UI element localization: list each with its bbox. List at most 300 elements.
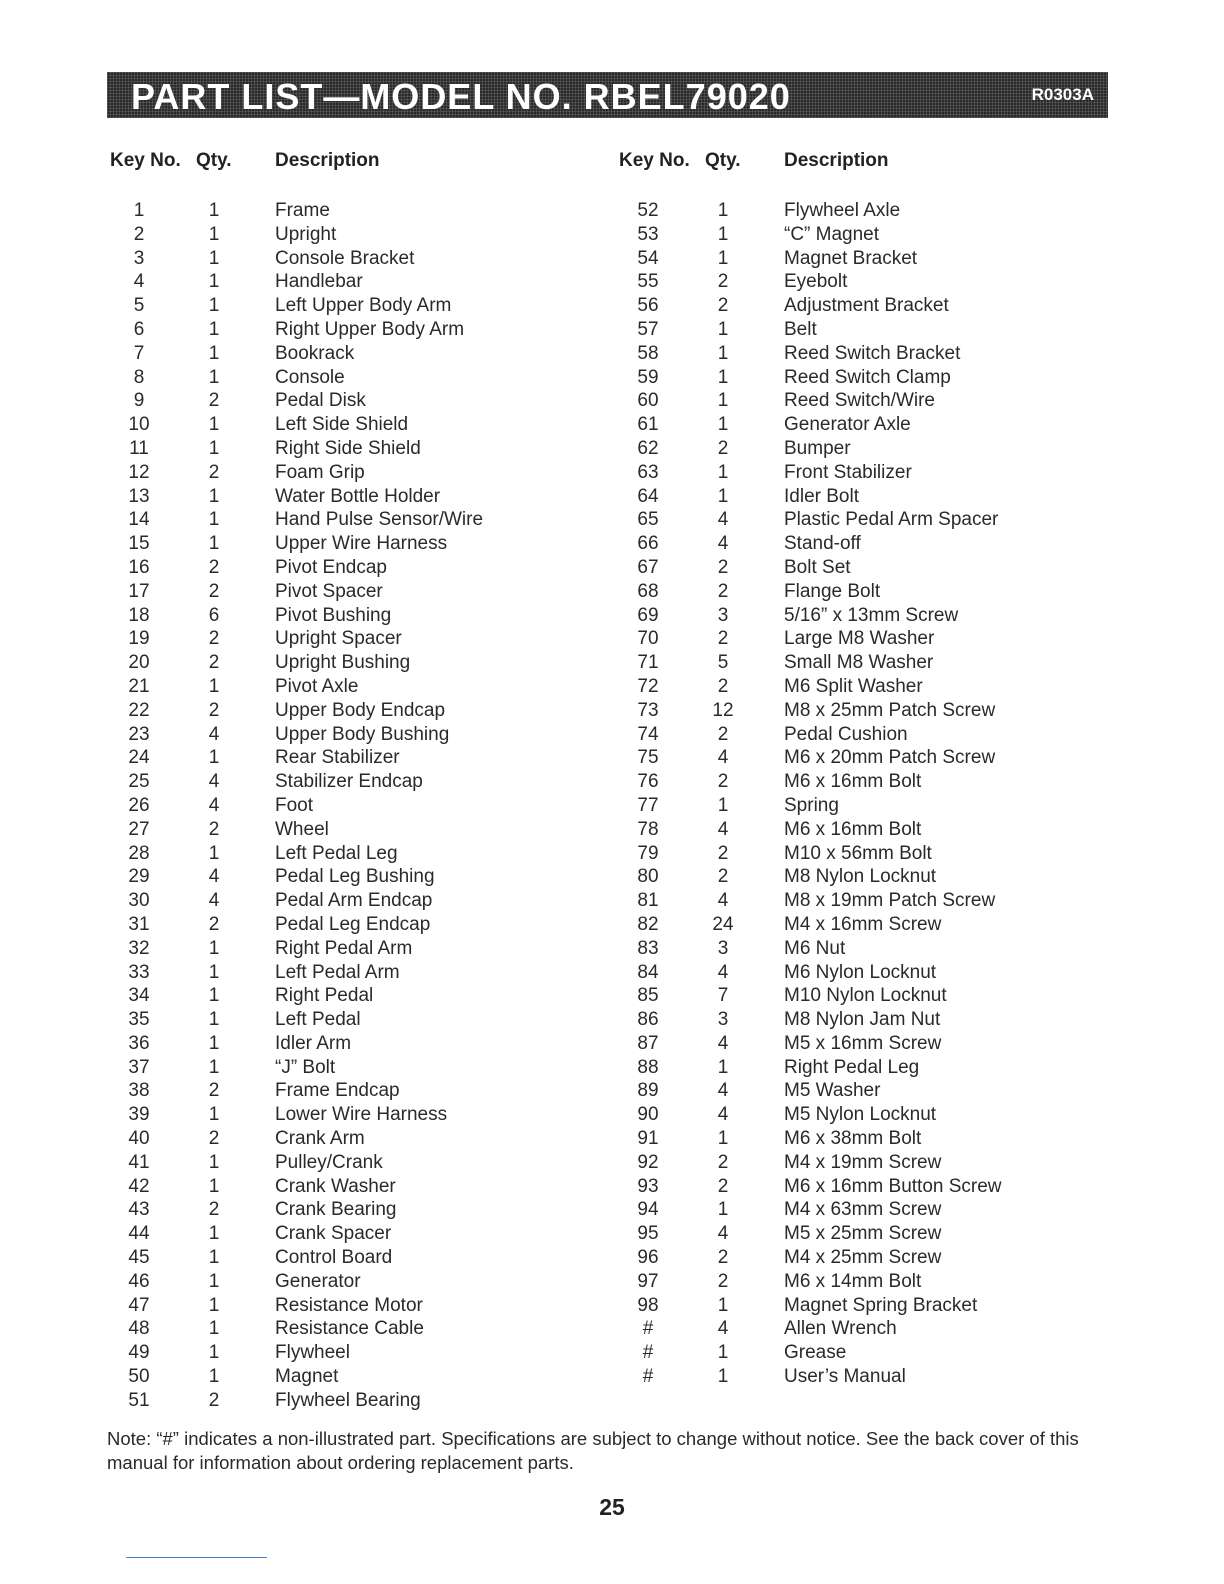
part-key-number: 70 — [637, 628, 659, 650]
header-desc-right: Description — [784, 150, 889, 171]
part-key-number: 19 — [128, 628, 150, 650]
part-key-number: 72 — [637, 675, 659, 697]
part-description: M5 Washer — [784, 1080, 881, 1102]
part-row — [617, 508, 1097, 532]
part-row — [108, 937, 588, 961]
part-description: Upright Spacer — [275, 628, 402, 650]
part-key-number: 52 — [637, 200, 659, 221]
part-description: “C” Magnet — [784, 223, 880, 245]
part-quantity: 2 — [717, 1151, 729, 1173]
part-key-number: 35 — [128, 1009, 150, 1031]
part-quantity: 6 — [208, 604, 220, 626]
part-key-number: 39 — [128, 1104, 150, 1126]
part-row — [617, 1079, 1097, 1103]
part-description: Pedal Disk — [275, 390, 366, 412]
part-row — [108, 342, 588, 366]
part-key-number: 24 — [128, 747, 150, 769]
part-quantity: 1 — [208, 247, 220, 269]
part-row — [617, 842, 1097, 866]
part-key-number: 31 — [128, 913, 150, 935]
part-quantity: 1 — [208, 200, 220, 221]
part-row — [108, 1317, 588, 1341]
part-key-number: 21 — [128, 675, 150, 697]
part-key-number: 98 — [637, 1294, 659, 1316]
part-description: Spring — [784, 794, 839, 816]
part-key-number: 53 — [637, 223, 659, 245]
part-row — [617, 556, 1097, 580]
part-key-number: 4 — [133, 271, 145, 293]
part-quantity: 1 — [717, 247, 729, 269]
part-quantity: 4 — [717, 533, 729, 555]
part-row — [108, 651, 588, 675]
part-row — [108, 1389, 588, 1413]
part-description: Stand-off — [784, 533, 861, 555]
part-row — [108, 318, 588, 342]
part-key-number: 41 — [128, 1151, 150, 1173]
part-description: Left Pedal Leg — [275, 842, 398, 864]
part-quantity: 1 — [717, 223, 729, 245]
part-key-number: 65 — [637, 509, 659, 531]
part-row — [617, 770, 1097, 794]
part-description: Crank Washer — [275, 1175, 396, 1197]
part-row — [108, 627, 588, 651]
part-key-number: 5 — [133, 295, 145, 317]
part-description: Rear Stabilizer — [275, 747, 400, 769]
part-quantity: 1 — [717, 461, 729, 483]
part-key-number: 42 — [128, 1175, 150, 1197]
part-key-number: 12 — [128, 461, 150, 483]
part-row — [617, 1008, 1097, 1032]
part-key-number: 49 — [128, 1342, 150, 1364]
part-quantity: 4 — [717, 890, 729, 912]
part-key-number: 17 — [128, 580, 150, 602]
part-description: Left Upper Body Arm — [275, 295, 452, 317]
part-key-number: 67 — [637, 556, 659, 578]
part-quantity: 1 — [208, 318, 220, 340]
part-key-number: 87 — [637, 1032, 659, 1054]
part-key-number: 43 — [128, 1199, 150, 1221]
part-quantity: 1 — [717, 366, 729, 388]
part-quantity: 1 — [208, 223, 220, 245]
part-quantity: 1 — [208, 1223, 220, 1245]
part-quantity: 2 — [208, 628, 220, 650]
part-row — [617, 794, 1097, 818]
part-quantity: 1 — [208, 842, 220, 864]
part-key-number: 85 — [637, 985, 659, 1007]
part-quantity: 2 — [717, 771, 729, 793]
footer-rule — [126, 1557, 267, 1558]
part-row — [108, 437, 588, 461]
part-quantity: 1 — [208, 937, 220, 959]
part-row — [108, 580, 588, 604]
part-description: M6 Nylon Locknut — [784, 961, 937, 983]
part-description: Resistance Motor — [275, 1294, 423, 1316]
part-description: Grease — [784, 1342, 847, 1364]
part-row — [108, 508, 588, 532]
part-description: Console — [275, 366, 345, 388]
part-key-number: 54 — [637, 247, 659, 269]
part-row — [617, 1198, 1097, 1222]
part-quantity: 12 — [712, 699, 734, 721]
part-description: Flange Bolt — [784, 580, 881, 602]
part-key-number: 88 — [637, 1056, 659, 1078]
part-key-number: 69 — [637, 604, 659, 626]
part-quantity: 4 — [717, 1318, 729, 1340]
part-row — [617, 984, 1097, 1008]
title-banner — [107, 72, 1108, 118]
part-row — [108, 961, 588, 985]
part-key-number: 20 — [128, 652, 150, 674]
part-description: Reed Switch Bracket — [784, 342, 961, 364]
part-key-number: 90 — [637, 1104, 659, 1126]
part-row — [617, 937, 1097, 961]
part-quantity: 3 — [717, 937, 729, 959]
header-qty-left: Qty. — [196, 150, 232, 171]
part-description: Flywheel — [275, 1342, 350, 1364]
part-key-number: 30 — [128, 890, 150, 912]
part-quantity: 2 — [208, 1080, 220, 1102]
part-row — [617, 389, 1097, 413]
part-row — [617, 746, 1097, 770]
part-quantity: 2 — [717, 437, 729, 459]
part-description: Left Pedal Arm — [275, 961, 400, 983]
part-quantity: 1 — [208, 295, 220, 317]
part-key-number: 9 — [133, 390, 145, 412]
part-quantity: 4 — [208, 771, 220, 793]
part-row — [108, 223, 588, 247]
part-quantity: 1 — [717, 485, 729, 507]
part-description: M5 x 16mm Screw — [784, 1032, 942, 1054]
part-row — [617, 889, 1097, 913]
part-row — [108, 294, 588, 318]
part-description: Flywheel Axle — [784, 200, 901, 221]
part-description: Eyebolt — [784, 271, 848, 293]
part-description: M6 x 20mm Patch Screw — [784, 747, 996, 769]
part-row — [617, 651, 1097, 675]
part-quantity: 2 — [717, 271, 729, 293]
part-row — [617, 1246, 1097, 1270]
part-quantity: 4 — [208, 890, 220, 912]
part-key-number: 75 — [637, 747, 659, 769]
part-row — [617, 1032, 1097, 1056]
part-row — [108, 461, 588, 485]
part-key-number: 59 — [637, 366, 659, 388]
part-key-number: # — [642, 1342, 654, 1364]
part-quantity: 1 — [208, 1032, 220, 1054]
part-row — [108, 270, 588, 294]
part-key-number: 78 — [637, 818, 659, 840]
part-key-number: 3 — [133, 247, 145, 269]
part-row — [108, 675, 588, 699]
part-key-number: 46 — [128, 1270, 150, 1292]
part-description: Crank Arm — [275, 1128, 365, 1150]
part-quantity: 3 — [717, 1009, 729, 1031]
part-quantity: 1 — [208, 342, 220, 364]
part-quantity: 1 — [717, 1294, 729, 1316]
part-row — [108, 604, 588, 628]
part-description: Idler Arm — [275, 1032, 352, 1054]
part-key-number: 80 — [637, 866, 659, 888]
part-quantity: 2 — [717, 1247, 729, 1269]
part-description: Front Stabilizer — [784, 461, 912, 483]
part-row — [108, 1222, 588, 1246]
part-key-number: 84 — [637, 961, 659, 983]
part-quantity: 1 — [208, 675, 220, 697]
part-key-number: 96 — [637, 1247, 659, 1269]
part-description: Bolt Set — [784, 556, 851, 578]
part-key-number: 7 — [133, 342, 145, 364]
part-key-number: 45 — [128, 1247, 150, 1269]
part-quantity: 1 — [717, 1366, 729, 1388]
part-key-number: 11 — [129, 437, 149, 459]
header-qty-right: Qty. — [705, 150, 741, 171]
part-key-number: 1 — [133, 200, 145, 221]
part-quantity: 2 — [208, 1199, 220, 1221]
part-quantity: 2 — [717, 628, 729, 650]
part-key-number: 36 — [128, 1032, 150, 1054]
part-row — [617, 1127, 1097, 1151]
part-quantity: 2 — [717, 295, 729, 317]
part-description: Right Upper Body Arm — [275, 318, 465, 340]
part-description: Frame Endcap — [275, 1080, 400, 1102]
part-description: Allen Wrench — [784, 1318, 897, 1340]
part-quantity: 1 — [717, 794, 729, 816]
part-description: Upper Body Bushing — [275, 723, 450, 745]
part-description: Console Bracket — [275, 247, 415, 269]
part-row — [108, 865, 588, 889]
part-quantity: 1 — [208, 1175, 220, 1197]
part-row — [108, 1270, 588, 1294]
part-row — [617, 461, 1097, 485]
part-row — [617, 1341, 1097, 1365]
part-description: M6 x 16mm Bolt — [784, 818, 922, 840]
header-key-right: Key No. — [619, 150, 690, 171]
part-description: Magnet — [275, 1366, 339, 1388]
part-row — [617, 413, 1097, 437]
part-description: Left Pedal — [275, 1009, 361, 1031]
part-key-number: # — [642, 1366, 654, 1388]
part-key-number: 56 — [637, 295, 659, 317]
part-quantity: 1 — [208, 414, 220, 436]
part-description: Crank Spacer — [275, 1223, 392, 1245]
part-quantity: 2 — [717, 1270, 729, 1292]
revision-code: R0303A — [1031, 85, 1094, 104]
part-description: 5/16” x 13mm Screw — [784, 604, 959, 626]
part-row — [108, 984, 588, 1008]
part-quantity: 2 — [208, 652, 220, 674]
part-quantity: 1 — [208, 1366, 220, 1388]
part-key-number: # — [642, 1318, 654, 1340]
part-key-number: 63 — [637, 461, 659, 483]
part-row — [108, 532, 588, 556]
part-row — [617, 247, 1097, 271]
part-description: M8 Nylon Jam Nut — [784, 1009, 941, 1031]
part-key-number: 37 — [128, 1056, 150, 1078]
part-quantity: 2 — [208, 818, 220, 840]
part-quantity: 7 — [717, 985, 729, 1007]
part-quantity: 4 — [208, 794, 220, 816]
part-quantity: 2 — [208, 1128, 220, 1150]
part-key-number: 68 — [637, 580, 659, 602]
parts-column-left — [108, 199, 588, 1413]
part-key-number: 76 — [637, 771, 659, 793]
part-quantity: 1 — [717, 200, 729, 221]
part-quantity: 1 — [208, 366, 220, 388]
part-key-number: 83 — [637, 937, 659, 959]
part-row — [617, 1056, 1097, 1080]
part-description: Control Board — [275, 1247, 393, 1269]
part-key-number: 38 — [128, 1080, 150, 1102]
part-key-number: 81 — [637, 890, 659, 912]
part-quantity: 1 — [717, 1342, 729, 1364]
part-row — [108, 889, 588, 913]
part-key-number: 15 — [128, 533, 150, 555]
part-key-number: 6 — [133, 318, 145, 340]
part-key-number: 44 — [128, 1223, 150, 1245]
part-key-number: 86 — [637, 1009, 659, 1031]
part-quantity: 5 — [717, 652, 729, 674]
part-quantity: 1 — [717, 318, 729, 340]
part-description: Pedal Leg Endcap — [275, 913, 431, 935]
part-description: Resistance Cable — [275, 1318, 424, 1340]
part-row — [617, 627, 1097, 651]
part-description: Upright Bushing — [275, 652, 411, 674]
part-row — [617, 532, 1097, 556]
page-title: PART LIST—MODEL NO. RBEL79020 — [131, 76, 791, 117]
part-row — [108, 699, 588, 723]
part-description: Plastic Pedal Arm Spacer — [784, 509, 999, 531]
part-quantity: 2 — [717, 723, 729, 745]
part-quantity: 1 — [208, 1294, 220, 1316]
part-quantity: 2 — [208, 699, 220, 721]
part-row — [617, 675, 1097, 699]
part-description: Pedal Cushion — [784, 723, 908, 745]
part-key-number: 18 — [128, 604, 150, 626]
part-key-number: 91 — [637, 1128, 659, 1150]
part-row — [108, 1127, 588, 1151]
part-description: Stabilizer Endcap — [275, 771, 423, 793]
part-quantity: 1 — [717, 1056, 729, 1078]
part-key-number: 66 — [637, 533, 659, 555]
part-row — [617, 318, 1097, 342]
part-row — [108, 913, 588, 937]
part-key-number: 25 — [128, 771, 150, 793]
footnote: Note: “#” indicates a non-illustrated part. Specifications are subject to change without notice. See the back cover of this manual for information about ordering replacement parts. — [107, 1428, 1079, 1473]
part-quantity: 2 — [208, 556, 220, 578]
part-quantity: 2 — [717, 580, 729, 602]
part-quantity: 4 — [717, 961, 729, 983]
part-description: M10 x 56mm Bolt — [784, 842, 932, 864]
part-row — [617, 1103, 1097, 1127]
part-description: “J” Bolt — [275, 1056, 336, 1078]
part-row — [617, 1294, 1097, 1318]
part-quantity: 2 — [208, 913, 220, 935]
parts-column-right — [617, 199, 1097, 1389]
part-row — [617, 342, 1097, 366]
part-description: M4 x 63mm Screw — [784, 1199, 942, 1221]
part-description: Right Side Shield — [275, 437, 421, 459]
part-quantity: 1 — [208, 1342, 220, 1364]
part-description: Frame — [275, 200, 330, 221]
part-row — [108, 1365, 588, 1389]
part-row — [108, 366, 588, 390]
part-row — [108, 1151, 588, 1175]
header-desc-left: Description — [275, 150, 380, 171]
part-key-number: 50 — [128, 1366, 150, 1388]
part-row — [617, 223, 1097, 247]
part-quantity: 2 — [717, 842, 729, 864]
part-description: Reed Switch Clamp — [784, 366, 951, 388]
part-quantity: 1 — [208, 509, 220, 531]
part-quantity: 1 — [208, 271, 220, 293]
part-description: Generator Axle — [784, 414, 911, 436]
part-row — [617, 1151, 1097, 1175]
part-quantity: 2 — [717, 1175, 729, 1197]
part-row — [108, 1008, 588, 1032]
part-description: Belt — [784, 318, 817, 340]
part-quantity: 1 — [208, 485, 220, 507]
part-description: Pivot Endcap — [275, 556, 387, 578]
part-description: Small M8 Washer — [784, 652, 934, 674]
part-quantity: 1 — [208, 1104, 220, 1126]
part-description: Upper Wire Harness — [275, 533, 448, 555]
part-key-number: 77 — [637, 794, 659, 816]
part-key-number: 23 — [128, 723, 150, 745]
part-key-number: 13 — [128, 485, 150, 507]
part-description: Pivot Spacer — [275, 580, 383, 602]
part-description: M8 x 19mm Patch Screw — [784, 890, 996, 912]
part-row — [617, 366, 1097, 390]
part-description: Large M8 Washer — [784, 628, 935, 650]
part-row — [617, 699, 1097, 723]
part-row — [108, 794, 588, 818]
part-description: M4 x 19mm Screw — [784, 1151, 942, 1173]
part-key-number: 93 — [637, 1175, 659, 1197]
part-description: M6 x 38mm Bolt — [784, 1128, 922, 1150]
part-quantity: 1 — [208, 1270, 220, 1292]
part-quantity: 2 — [717, 675, 729, 697]
part-description: M4 x 25mm Screw — [784, 1247, 942, 1269]
part-key-number: 26 — [128, 794, 150, 816]
part-description: M6 x 14mm Bolt — [784, 1270, 922, 1292]
part-quantity: 2 — [717, 866, 729, 888]
part-row — [617, 1175, 1097, 1199]
part-row — [108, 1079, 588, 1103]
part-key-number: 58 — [637, 342, 659, 364]
part-description: Left Side Shield — [275, 414, 409, 436]
part-key-number: 74 — [637, 723, 659, 745]
part-description: User’s Manual — [784, 1366, 906, 1388]
part-description: Magnet Bracket — [784, 247, 918, 269]
part-key-number: 71 — [637, 652, 659, 674]
part-quantity: 4 — [717, 1104, 729, 1126]
part-quantity: 1 — [717, 1128, 729, 1150]
part-description: Reed Switch/Wire — [784, 390, 935, 412]
part-description: M6 x 16mm Bolt — [784, 771, 922, 793]
part-quantity: 2 — [208, 580, 220, 602]
part-key-number: 89 — [637, 1080, 659, 1102]
part-key-number: 57 — [637, 318, 659, 340]
part-description: Adjustment Bracket — [784, 295, 949, 317]
part-description: Generator — [275, 1270, 361, 1292]
part-row — [617, 294, 1097, 318]
part-row — [617, 818, 1097, 842]
part-quantity: 2 — [717, 556, 729, 578]
part-row — [617, 270, 1097, 294]
part-key-number: 79 — [637, 842, 659, 864]
part-row — [108, 1198, 588, 1222]
part-row — [617, 1365, 1097, 1389]
